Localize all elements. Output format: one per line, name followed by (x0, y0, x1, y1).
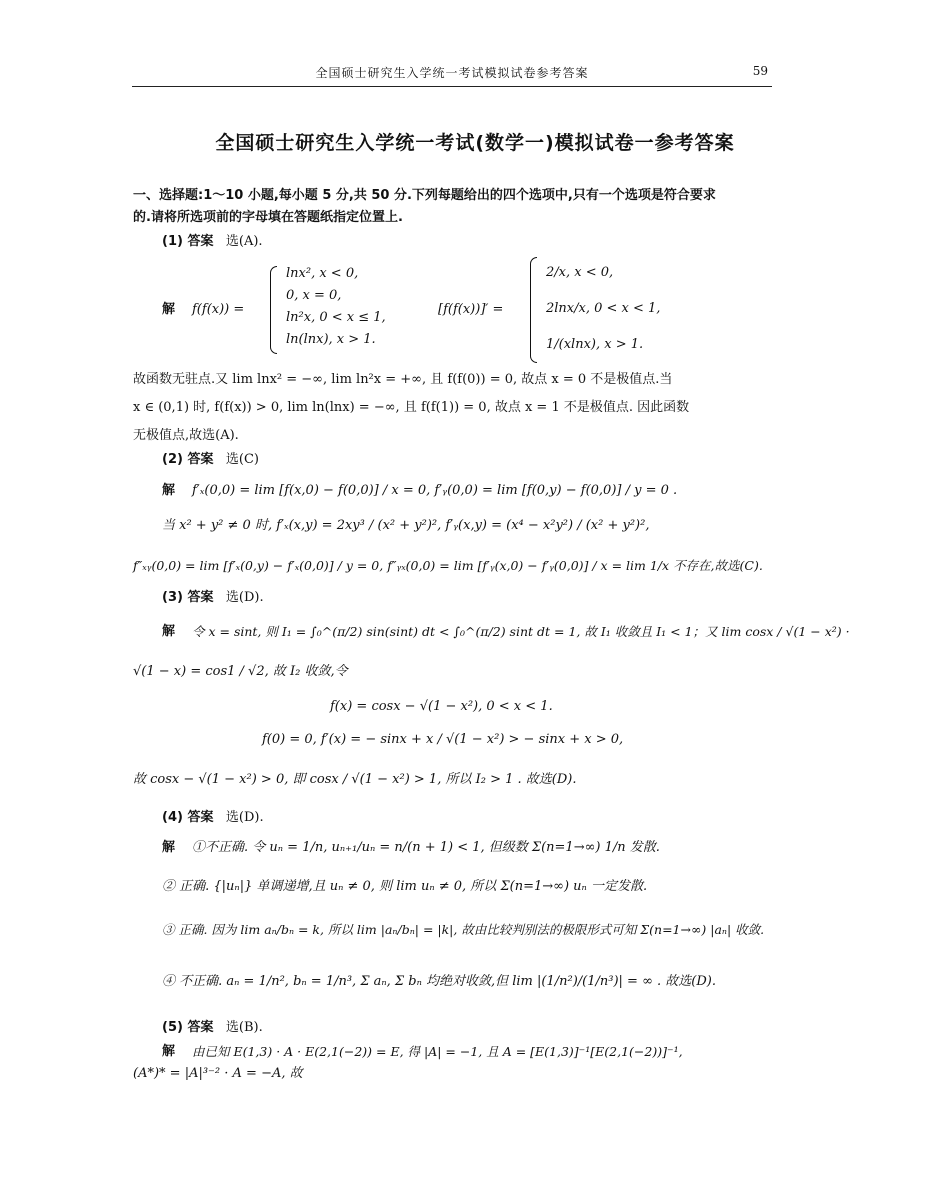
q1-line1: 故函数无驻点.又 lim lnx² = −∞, lim ln²x = +∞, 且 f(f(0)) = 0, 故点 x = 0 不是极值点.当 (133, 372, 673, 387)
q1-f-case-3: ln²x, 0 < x ≤ 1, (286, 310, 386, 325)
q4-line1: ①不正确. 令 uₙ = 1/n, uₙ₊₁/uₙ = n/(n + 1) < 1, 但级数 Σ(n=1→∞) 1/n 发散. (192, 840, 660, 855)
running-header-title: 全国硕士研究生入学统一考试模拟试卷参考答案 (315, 66, 589, 80)
q4-answer: 选(D). (225, 810, 264, 825)
q1-f-cases (270, 262, 440, 358)
q4-line2: ② 正确. {|uₙ|} 单调递增,且 uₙ ≠ 0, 则 lim uₙ ≠ 0, 所以 Σ(n=1→∞) uₙ 一定发散. (162, 879, 648, 894)
q2-sol-label: 解 (162, 483, 176, 498)
q1-f-case-2: 0, x = 0, (286, 288, 342, 303)
q4-answer-row (162, 808, 264, 828)
q1-f-case-1: lnx², x < 0, (286, 266, 359, 281)
q5-answer-row (162, 1018, 263, 1038)
q3-answer-row (162, 588, 264, 608)
q3-line1: 令 x = sint, 则 I₁ = ∫₀^(π/2) sin(sint) dt < ∫₀^(π/2) sint dt = 1, 故 I₁ 收敛且 I₁ < 1；又 lim cosx / √(1 − x²) · (192, 624, 850, 639)
q3-line3: f(x) = cosx − √(1 − x²), 0 < x < 1. (330, 699, 553, 714)
q3-line5: 故 cosx − √(1 − x²) > 0, 即 cosx / √(1 − x²) > 1, 所以 I₂ > 1 . 故选(D). (133, 772, 577, 787)
q1-answer-row (162, 232, 263, 252)
q4-sol-label: 解 (162, 840, 176, 855)
q5-line2: (A*)* = |A|³⁻² · A = −A, 故 (133, 1066, 303, 1081)
q2-line1: f′ₓ(0,0) = lim [f(x,0) − f(0,0)] / x = 0, f′ᵧ(0,0) = lim [f(0,y) − f(0,0)] / y = 0 . (192, 483, 678, 498)
q1-df-lhs: [f(f(x))]′ = (438, 302, 504, 317)
q5-answer-label: (5) 答案 (162, 1020, 214, 1035)
q2-line3: f″ₓᵧ(0,0) = lim [f′ₓ(0,y) − f′ₓ(0,0)] / y = 0, f″ᵧₓ(0,0) = lim [f′ᵧ(x,0) − f′ᵧ(0,0)] / x = lim 1/x 不存在,故选(C). (133, 558, 763, 573)
section-intro-line2: 的.请将所选项前的字母填在答题纸指定位置上. (133, 210, 403, 225)
q1-sol-label: 解 (162, 302, 176, 317)
q3-answer-label: (3) 答案 (162, 590, 214, 605)
q5-answer: 选(B). (225, 1020, 263, 1035)
q3-answer: 选(D). (225, 590, 264, 605)
q3-line2: √(1 − x) = cos1 / √2, 故 I₂ 收敛,令 (133, 664, 348, 679)
q1-answer-label: (1) 答案 (162, 234, 214, 249)
q1-df-case-1: 2/x, x < 0, (546, 265, 614, 280)
q1-f-lhs: f(f(x)) = (192, 302, 245, 317)
q1-df-cases (530, 255, 730, 365)
document-title: 全国硕士研究生入学统一考试(数学一)模拟试卷一参考答案 (215, 132, 735, 154)
q3-sol-label: 解 (162, 624, 176, 639)
q1-line2: x ∈ (0,1) 时, f(f(x)) > 0, lim ln(lnx) = −∞, 且 f(f(1)) = 0, 故点 x = 1 不是极值点. 因此函数 (133, 400, 690, 415)
q5-sol-label: 解 (162, 1044, 176, 1059)
q2-answer-label: (2) 答案 (162, 452, 214, 467)
q2-answer-row (162, 450, 259, 470)
q1-f-case-4: ln(lnx), x > 1. (286, 332, 376, 347)
q4-line3: ③ 正确. 因为 lim aₙ/bₙ = k, 所以 lim |aₙ/bₙ| = |k|, 故由比较判别法的极限形式可知 Σ(n=1→∞) |aₙ| 收敛. (162, 922, 765, 937)
q5-line1: 由已知 E(1,3) · A · E(2,1(−2)) = E, 得 |A| = −1, 且 A = [E(1,3)]⁻¹[E(2,1(−2))]⁻¹, (192, 1044, 683, 1059)
q1-line3: 无极值点,故选(A). (133, 428, 239, 443)
q1-df-case-3: 1/(xlnx), x > 1. (546, 337, 644, 352)
section-intro-line1: 一、选择题:1～10 小题,每小题 5 分,共 50 分.下列每题给出的四个选项中,只有一个选项是符合要求 (133, 188, 716, 203)
q4-line4: ④ 不正确. aₙ = 1/n², bₙ = 1/n³, Σ aₙ, Σ bₙ 均绝对收敛,但 lim |(1/n²)/(1/n³)| = ∞ . 故选(D). (162, 974, 716, 989)
q2-line2: 当 x² + y² ≠ 0 时, f′ₓ(x,y) = 2xy³ / (x² + y²)², f′ᵧ(x,y) = (x⁴ − x²y²) / (x² + y²)², (162, 518, 650, 533)
running-header (132, 58, 772, 87)
q1-answer: 选(A). (225, 234, 263, 249)
q4-answer-label: (4) 答案 (162, 810, 214, 825)
page-number: 59 (752, 64, 768, 78)
q2-answer: 选(C) (225, 452, 259, 467)
q3-line4: f(0) = 0, f′(x) = − sinx + x / √(1 − x²) > − sinx + x > 0, (262, 732, 624, 747)
q1-df-case-2: 2lnx/x, 0 < x < 1, (546, 301, 661, 316)
